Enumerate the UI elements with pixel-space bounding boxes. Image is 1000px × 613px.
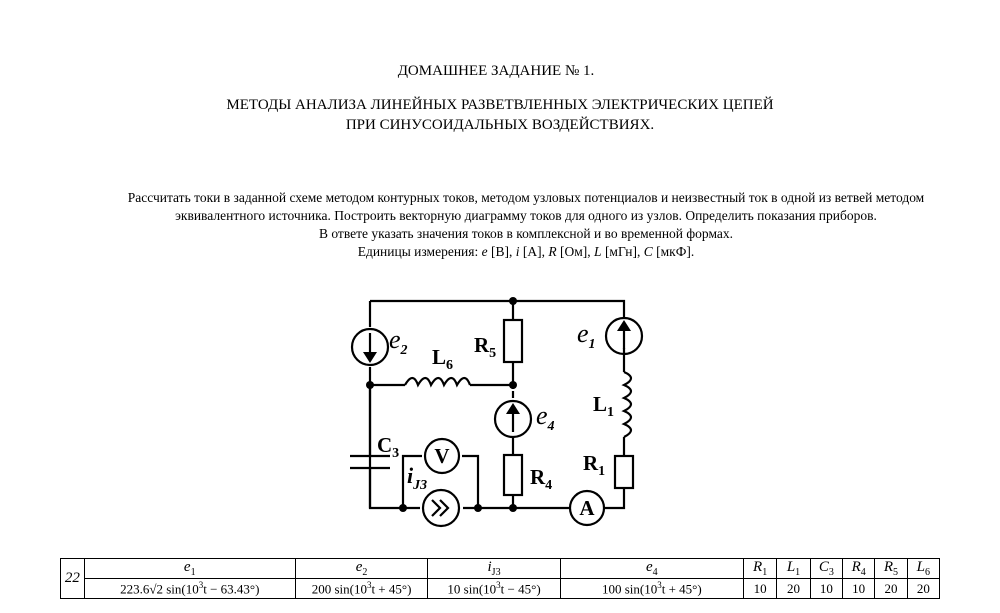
source-e1 bbox=[606, 318, 642, 354]
label-e4: $e_4$ bbox=[536, 401, 555, 434]
page-title: ДОМАШНЕЕ ЗАДАНИЕ № 1. bbox=[397, 63, 595, 79]
subtitle-line-1: МЕТОДЫ АНАЛИЗА ЛИНЕЙНЫХ РАЗВЕТВЛЕННЫХ ЭЛЕКТРИЧЕСКИХ ЦЕПЕЙ bbox=[226, 97, 774, 113]
task-line-1: Рассчитать токи в заданной схеме методом контурных токов, методом узловых потенциалов и неизвестный ток в одной из ветвей методом bbox=[127, 190, 925, 205]
inductor-l1 bbox=[624, 372, 631, 437]
voltmeter bbox=[425, 439, 459, 473]
header-e4: $e_4$ bbox=[560, 559, 743, 579]
header-e1: $e_1$ bbox=[84, 559, 295, 579]
resistor-r5 bbox=[504, 320, 522, 362]
unit-symbol-l: L bbox=[594, 244, 602, 259]
ammeter-label: A bbox=[579, 496, 595, 520]
ammeter bbox=[570, 491, 604, 525]
value-e4: 100 $\sin(10^3t + 45^\circ)$ bbox=[560, 579, 743, 599]
header-r1: $R_1$ bbox=[743, 559, 776, 579]
header-r4: $R_4$ bbox=[843, 559, 875, 579]
value-r5: 20 bbox=[875, 579, 907, 599]
value-l1: 20 bbox=[777, 579, 810, 599]
value-l6: 20 bbox=[907, 579, 939, 599]
source-e2 bbox=[352, 329, 388, 365]
header-r5: $R_5$ bbox=[875, 559, 907, 579]
units-line bbox=[26, 244, 1000, 260]
label-e1: $e_1$ bbox=[577, 319, 596, 352]
header-ij3: $i_{J3}$ bbox=[428, 559, 560, 579]
label-l1: $L_1$ bbox=[593, 392, 615, 420]
table-values-row bbox=[61, 579, 940, 599]
header-e2: $e_2$ bbox=[295, 559, 427, 579]
subtitle-line-2: ПРИ СИНУСОИДАЛЬНЫХ ВОЗДЕЙСТВИЯХ. bbox=[345, 117, 655, 133]
variant-number: 22 bbox=[61, 559, 85, 599]
unit-symbol-i: i bbox=[515, 244, 520, 259]
value-c3: 10 bbox=[810, 579, 842, 599]
label-r1: $R_1$ bbox=[583, 451, 606, 479]
label-ij3: $i_{J3}$ bbox=[407, 463, 428, 493]
inductor-l6 bbox=[405, 378, 470, 385]
current-source-ij3 bbox=[423, 490, 459, 526]
voltmeter-label: V bbox=[434, 444, 450, 468]
unit-c: [мкФ]. bbox=[652, 244, 695, 259]
task-line-3: В ответе указать значения токов в комплексной и во временной формах. bbox=[318, 226, 734, 241]
label-c3: $C_3$ bbox=[377, 433, 400, 461]
resistor-r4 bbox=[504, 455, 522, 495]
value-e2: 200 $\sin(10^3t + 45^\circ)$ bbox=[295, 579, 427, 599]
value-r1: 10 bbox=[743, 579, 776, 599]
header-l1: $L_1$ bbox=[777, 559, 810, 579]
parameters-table bbox=[60, 558, 940, 599]
circuit-diagram bbox=[330, 285, 660, 530]
label-l6: $L_6$ bbox=[432, 345, 454, 373]
header-c3: $C_3$ bbox=[810, 559, 842, 579]
units-prefix: Единицы измерения: bbox=[357, 244, 482, 259]
unit-symbol-r: R bbox=[548, 244, 557, 259]
unit-r: [Ом], bbox=[556, 244, 595, 259]
resistor-r1 bbox=[615, 456, 633, 488]
unit-i: [А], bbox=[519, 244, 549, 259]
unit-symbol-e: e bbox=[481, 244, 488, 259]
unit-e: [В], bbox=[487, 244, 516, 259]
unit-l: [мГн], bbox=[601, 244, 644, 259]
label-r4: $R_4$ bbox=[530, 465, 553, 493]
source-e4 bbox=[495, 401, 531, 437]
value-ij3: 10 $\sin(10^3t - 45^\circ)$ bbox=[428, 579, 560, 599]
label-r5: $R_5$ bbox=[474, 333, 497, 361]
label-e2: $e_2$ bbox=[389, 325, 408, 358]
table-header-row bbox=[61, 559, 940, 579]
task-line-2: эквивалентного источника. Построить векторную диаграмму токов для одного из узлов. Определить показания приборов. bbox=[175, 208, 877, 223]
unit-symbol-c: C bbox=[643, 244, 653, 259]
value-r4: 10 bbox=[843, 579, 875, 599]
header-l6: $L_6$ bbox=[907, 559, 939, 579]
value-e1: 223.6√2 $\sin(10^3t - 63.43^\circ)$ bbox=[84, 579, 295, 599]
